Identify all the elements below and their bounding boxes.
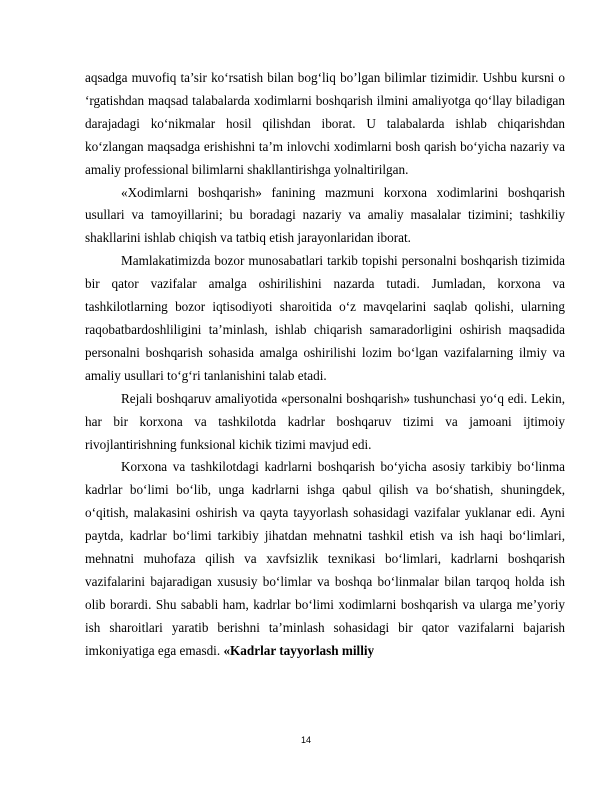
document-body xyxy=(85,67,565,663)
paragraph-5 xyxy=(85,456,565,662)
page-number: 14 xyxy=(300,735,311,745)
paragraph-2: «Xodimlarni boshqarish» fanining mazmuni korxona xodimlarini boshqarish usullari va tamoyillarini; bu boradagi nazariy va amaliy masalalar tizimini; tashkiliy shakllarini ishlab chiqish va tatbiq etish jarayonlaridan iborat. xyxy=(85,184,565,246)
paragraph-5-text: Korxona va tashkilotdagi kadrlarni boshqarish bo‘yicha asosiy tarkibiy bo‘linma kadrlar bo‘limi bo‘lib, unga kadrlarni ishga qabul qilish va bo‘shatish, shuningdek, o‘qitish, malakasini oshirish va qayta tayyorlash sohasidagi vazifalar yuklanar edi. Ayni paytda, kadrlar bo‘limi tarkibiy jihatdan mehnatni tashkil etish va ish haqi bo‘limlari, mehnatni muhofaza qilish va xavfsizlik texnikasi bo‘limlari, kadrlarni boshqarish vazifalarini bajaradigan xususiy bo‘limlar va boshqa bo‘linmalar bilan tarqoq holda ish olib borardi. Shu sababli ham, kadrlar bo‘limi xodimlarni boshqarish va ularga me’yoriy ish sharoitlari yaratib berishni ta’minlash sohasidagi bir qator vazifalarni bajarish imkoniyatiga ega emasdi. xyxy=(85,459,565,658)
paragraph-3: Mamlakatimizda bozor munosabatlari tarkib topishi personalni boshqarish tizimida bir qator vazifalar amalga oshirilishini nazarda tutadi. Jumladan, korxona va tashkilotlarning bozor iqtisodiyoti sharoitida o‘z mavqelarini saqlab qolishi, ularning raqobatbardoshliligini ta’minlash, ishlab chiqarish samaradorligini oshirish maqsadida personalni boshqarish sohasida amalga oshirilishi lozim bo‘lgan vazifalarning ilmiy va amaliy usullari to‘g‘ri tanlanishini talab etadi. xyxy=(85,253,565,383)
paragraph-5-bold-tail: «Kadrlar tayyorlash milliy xyxy=(223,642,375,658)
paragraph-4: Rejali boshqaruv amaliyotida «personalni boshqarish» tushunchasi yo‘q edi. Lekin, har bir korxona va tashkilotda kadrlar boshqaruv tizimi va jamoani ijtimoiy rivojlantirishning funksional kichik tizimi mavjud edi. xyxy=(85,390,565,452)
paragraph-1: aqsadga muvofiq ta’sir ko‘rsatish bilan bog‘liq bo’lgan bilimlar tizimidir. Ushbu kursni o ‘rgatishdan maqsad talabalarda xodimlarni boshqarish ilmini amaliyotga qo‘llay biladigan darajadagi ko‘nikmalar hosil qilishdan iborat. U talabalarda ishlab chiqarishdan ko‘zlangan maqsadga erishishni ta’m inlovchi xodimlarni bosh qarish bo‘yicha nazariy va amaliy professional bilimlarni shakllantirishga yolnaltirilgan. xyxy=(85,70,565,177)
